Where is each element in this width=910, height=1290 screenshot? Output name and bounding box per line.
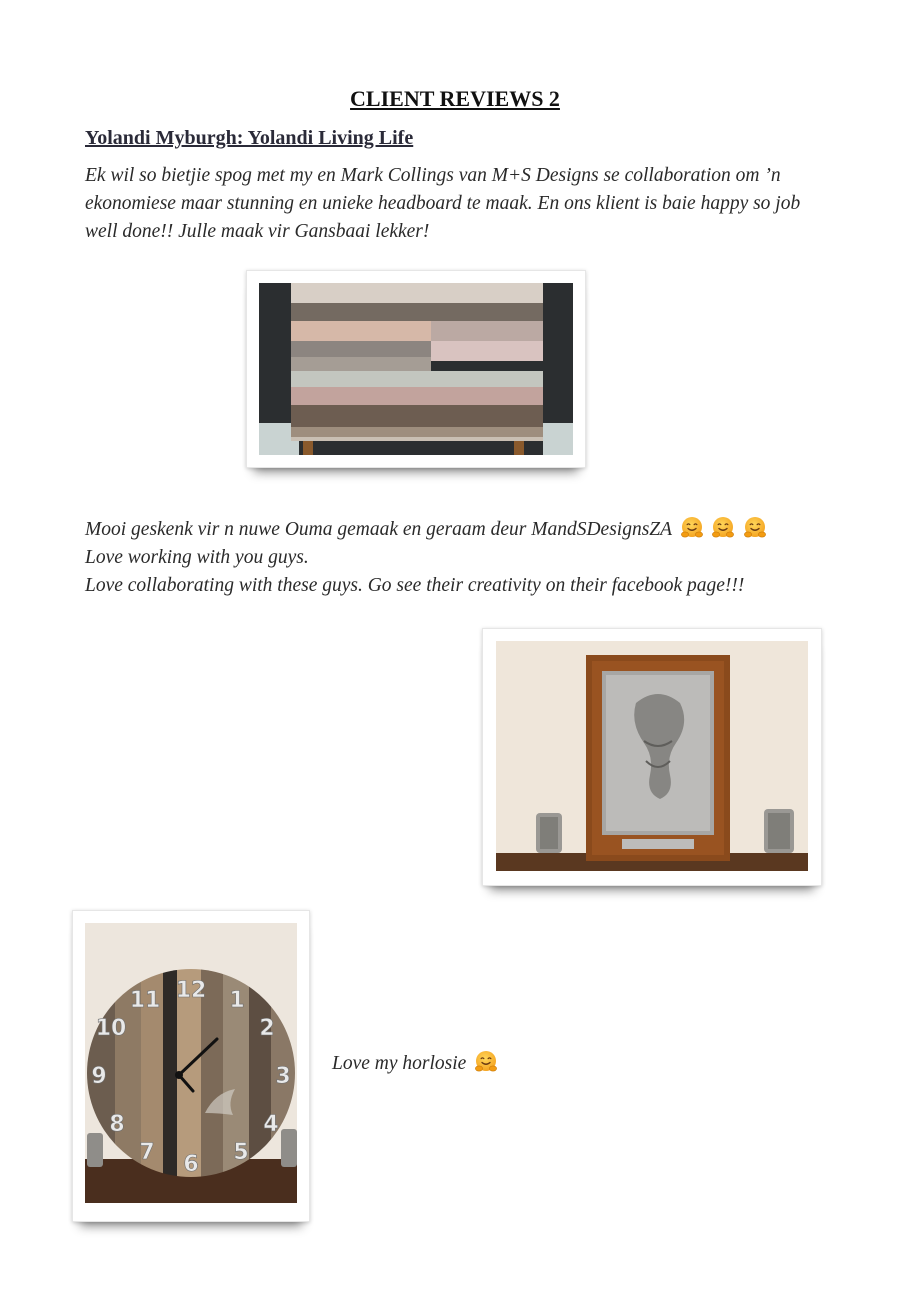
clock-review xyxy=(332,1050,498,1075)
clock-numeral: 12 xyxy=(175,978,207,1003)
hugging-face-icon xyxy=(680,516,704,540)
clock-numeral: 10 xyxy=(95,1016,127,1041)
page-title: CLIENT REVIEWS 2 xyxy=(350,86,560,111)
clock-numeral: 4 xyxy=(263,1112,279,1137)
review-line-collaborating: Love collaborating with these guys. Go see their creativity on their facebook page!!! xyxy=(85,575,745,596)
clock-numeral: 2 xyxy=(259,1016,275,1041)
hugging-face-icon xyxy=(711,516,735,540)
clock-numeral: 7 xyxy=(139,1140,155,1165)
clock-numeral: 11 xyxy=(129,988,161,1013)
clock-numeral: 9 xyxy=(91,1064,107,1089)
wall-clock-photo xyxy=(72,910,310,1222)
review-text-headboard: Ek wil so bietjie spog met my en Mark Collings van M+S Designs se collaboration om ’n ekonomiese maar stunning en unieke headboard te maak. En ons klient is baie happy so job well done!! Julle maak vir Gansbaai lekker! xyxy=(85,165,801,242)
clock-numeral: 6 xyxy=(183,1152,199,1177)
elephant-frame-photo xyxy=(482,628,822,886)
clock-numeral: 5 xyxy=(233,1140,249,1165)
clock-numeral: 1 xyxy=(229,988,245,1013)
hugging-face-icon xyxy=(743,516,767,540)
clock-numeral: 8 xyxy=(109,1112,125,1137)
review-text-frame xyxy=(85,516,865,600)
clock-numeral: 3 xyxy=(275,1064,291,1089)
headboard-photo xyxy=(246,270,586,468)
clock-review-text: Love my horlosie xyxy=(332,1053,467,1074)
review-line-working: Love working with you guys. xyxy=(85,547,309,568)
hugging-face-icon xyxy=(474,1050,498,1074)
review-line-gift: Mooi geskenk vir n nuwe Ouma gemaak en geraam deur MandSDesignsZA xyxy=(85,519,672,540)
review-author: Yolandi Myburgh: Yolandi Living Life xyxy=(85,127,414,149)
